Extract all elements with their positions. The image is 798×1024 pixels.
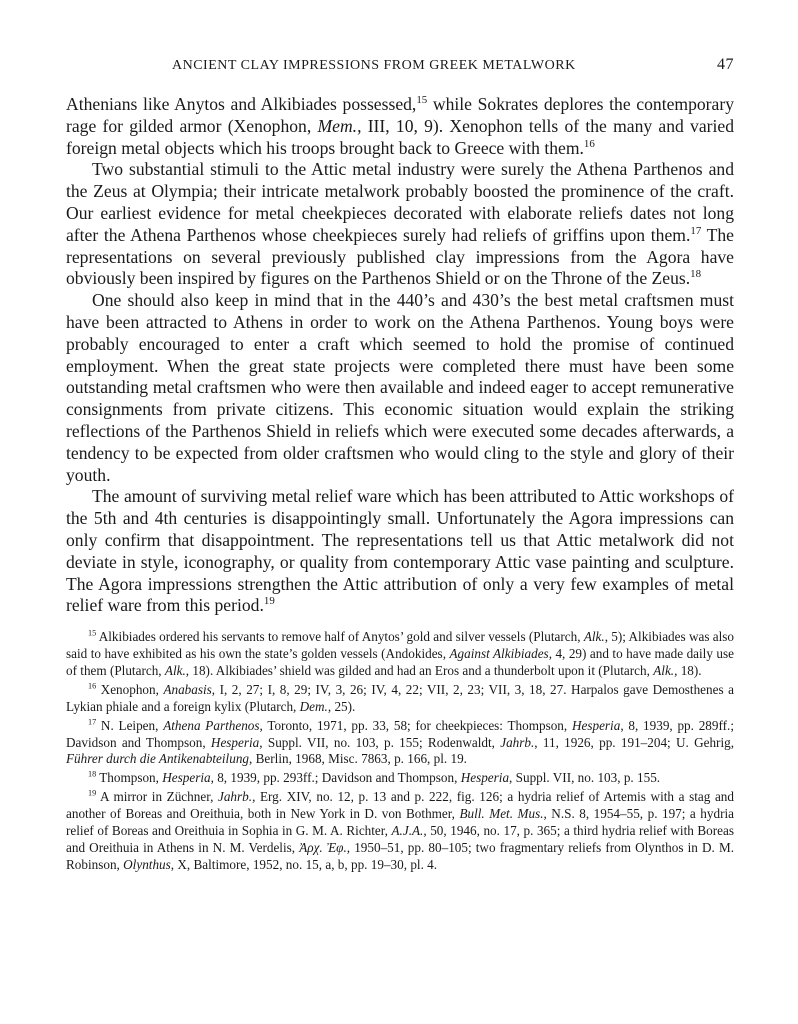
paragraph-2: Two substantial stimuli to the Attic metal industry were surely the Athena Parthenos and the Zeus at Olympia; their intricate metalwork probably boosted the prominence of the craft. Our earliest evidence for metal cheekpieces decorated with elaborate reliefs dates not long after the Athena Parthenos whose cheekpieces surely had reliefs of griffins upon them.$^{17}$ The representations on several previously published clay impressions from the Agora have obviously been inspired by figures on the Parthenos Shield or on the Throne of the Zeus.$^{18}$ (66, 159, 734, 289)
page-number: 47 (717, 56, 734, 73)
page (66, 56, 734, 876)
footnote-ref-18[interactable]: 18 (690, 268, 702, 281)
footnote-18: $^{18}$ Thompson, Hesperia, 8, 1939, pp. 293ff.; Davidson and Thompson, Hesperia, Suppl. VII, no. 103, p. 155. (88, 769, 661, 786)
footnote-15: $^{15}$ Alkibiades ordered his servants to remove half of Anytos’ gold and silver vessels (Plutarch, Alk., 5); Alkibiades was also said to have exhibited as his own the state’s golden vessels (Andokides, Against Alkibiades, 4, 29) and to have made daily use of them (Plutarch, Alk., 18). Alkibiades’ shield was gilded and had an Eros and a thunderbolt upon it (Plutarch, Alk., 18). (66, 628, 734, 678)
footnote-ref-15[interactable]: 15 (416, 94, 428, 107)
running-head (66, 56, 734, 78)
footnote-ref-17[interactable]: 17 (690, 224, 702, 237)
footnote-16: $^{16}$ Xenophon, Anabasis, I, 2, 27; I, 8, 29; IV, 3, 26; IV, 4, 22; VII, 2, 23; VII, 3, 18, 27. Harpalos gave Demosthenes a Lykian phiale and a foreign kylix (Plutarch, Dem., 25). (66, 681, 734, 714)
paragraph-4: The amount of surviving metal relief ware which has been attributed to Attic workshops of the 5th and 4th centuries is disappointingly small. Unfortunately the Agora impressions can only confirm that disappointment. The representations tell us that Attic metalwork did not deviate in style, iconography, or quality from contemporary Attic vase painting and sculpture. The Agora impressions strengthen the Attic attribution of only a very few examples of metal relief ware from this period.$^{19}$ (66, 486, 734, 616)
paragraph-3: One should also keep in mind that in the 440’s and 430’s the best metal craftsmen must have been attracted to Athens in order to work on the Athena Parthenos. Young boys were probably encouraged to enter a craft which seemed to hold the promise of continued employment. When the great state projects were completed there must have been some outstanding metal craftsmen who were then available and indeed eager to accept remunerative consignments from private citizens. This economic situation would explain the striking reflections of the Parthenos Shield in reliefs which were executed some decades afterwards, a tendency to be expected from older craftsmen who would cling to the style and glory of their youth. (66, 290, 734, 485)
footnotes (66, 629, 734, 874)
footnote-17: $^{17}$ N. Leipen, Athena Parthenos, Toronto, 1971, pp. 33, 58; for cheekpieces: Thompson, Hesperia, 8, 1939, pp. 289ff.; Davidson and Thompson, Hesperia, Suppl. VII, no. 103, p. 155; Rodenwaldt, Jahrb., 11, 1926, pp. 191–204; U. Gehrig, Führer durch die Antikenabteilung, Berlin, 1968, Misc. 7863, p. 166, pl. 19. (66, 717, 735, 767)
footnote-ref-16[interactable]: 16 (583, 137, 595, 150)
body-text (66, 94, 734, 617)
footnote-ref-19[interactable]: 19 (263, 595, 275, 608)
footnote-19: $^{19}$ A mirror in Züchner, Jahrb., Erg. XIV, no. 12, p. 13 and p. 222, fig. 126; a hydria relief of Artemis with a stag and another of Boreas and Oreithuia, both in New York in D. von Bothmer, Bull. Met. Mus., N.S. 8, 1954–55, p. 197; a hydria relief of Boreas and Oreithuia in Sophia in G. M. A. Richter, A.J.A., 50, 1946, no. 17, p. 365; a third hydria relief with Boreas and Oreithuia in Athens in N. M. Verdelis, Ἀρχ. Ἐφ., 1950–51, pp. 80–105; two fragmentary reliefs from Olynthos in D. M. Robinson, Olynthus, X, Baltimore, 1952, no. 15, a, b, pp. 19–30, pl. 4. (66, 788, 735, 872)
paragraph-1: Athenians like Anytos and Alkibiades possessed,$^{15}$ while Sokrates deplores the contemporary rage for gilded armor (Xenophon, Mem., III, 10, 9). Xenophon tells of the many and varied foreign metal objects which his troops brought back to Greece with them.$^{16}$ (66, 94, 734, 158)
running-title: ANCIENT CLAY IMPRESSIONS FROM GREEK METALWORK (172, 58, 576, 73)
